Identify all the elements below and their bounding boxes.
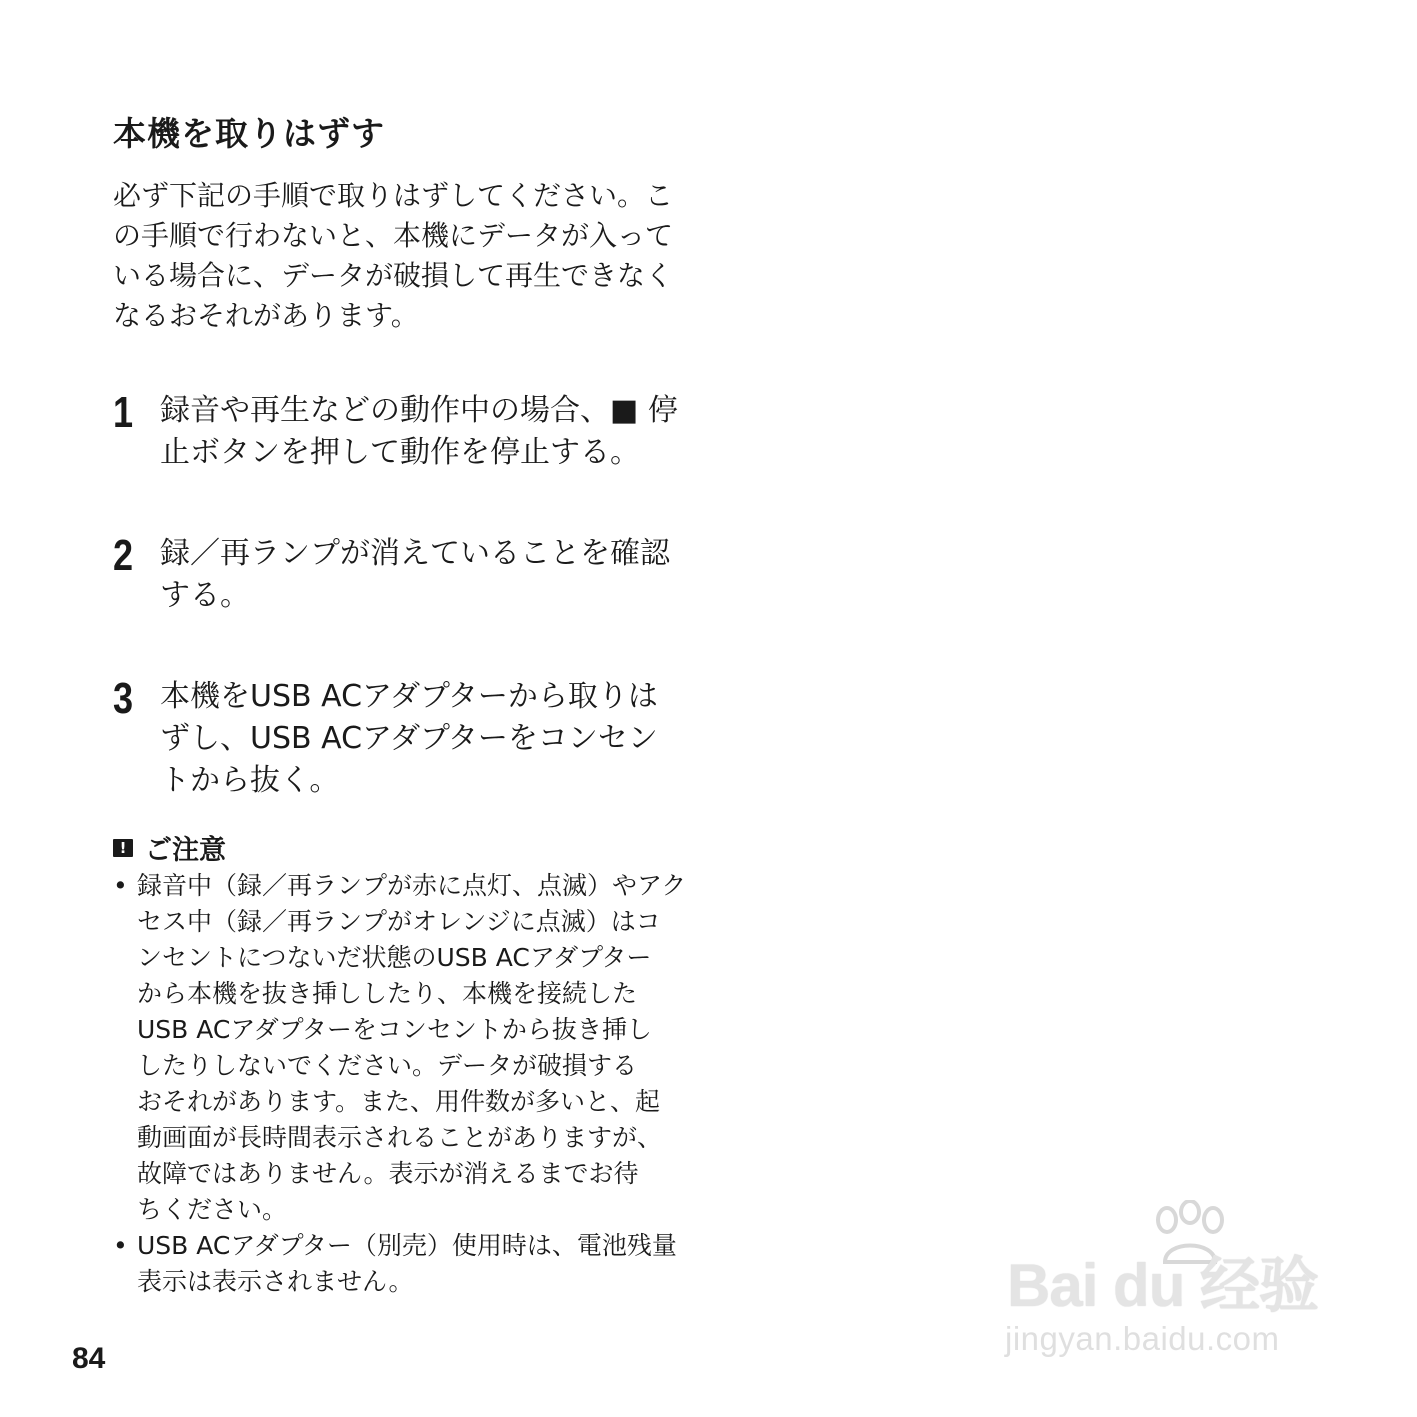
caution-note [113, 868, 693, 1228]
step-line: する。 [160, 578, 250, 613]
step-line: 止ボタンを押して動作を停止する。 [160, 435, 640, 470]
watermark-logo: Bai du 经验 [1007, 1252, 1319, 1319]
intro-line: なるおそれがあります。 [113, 299, 419, 332]
step-line: 録音や再生などの動作中の場合、■ 停 [160, 393, 678, 428]
step-line: トから抜く。 [160, 763, 340, 798]
caution-note [113, 1228, 693, 1300]
caution-notes [113, 868, 693, 1300]
note-body [137, 1228, 693, 1300]
intro-line: 必ず下記の手順で取りはずしてください。こ [113, 179, 674, 212]
step-line: ずし、USB ACアダプターをコンセン [160, 721, 658, 756]
step-text [160, 533, 670, 617]
caution-heading [113, 828, 226, 867]
step-line: 録／再ランプが消えていることを確認 [160, 536, 670, 571]
step-line: 本機をUSB ACアダプターから取りは [160, 679, 658, 714]
note-line: したりしないでください。データが破損する [137, 1051, 638, 1080]
intro-line: の手順で行わないと、本機にデータが入って [113, 219, 674, 252]
note-line: ンセントにつないだ状態のUSB ACアダプター [137, 943, 652, 972]
note-line: おそれがあります。また、用件数が多いと、起 [137, 1087, 661, 1116]
section-heading: 本機を取りはずす [113, 114, 385, 153]
step-text [160, 676, 658, 802]
watermark-url: jingyan.baidu.com [1005, 1320, 1280, 1357]
note-line: USB ACアダプターをコンセントから抜き挿し [137, 1015, 652, 1044]
step-number: 2 [113, 531, 134, 580]
intro-line: いる場合に、データが破損して再生できなく [113, 259, 674, 292]
note-line: セス中（録／再ランプがオレンジに点滅）はコ [137, 907, 661, 936]
note-line: から本機を抜き挿ししたり、本機を接続した [137, 979, 638, 1008]
note-line: 録音中（録／再ランプが赤に点灯、点滅）やアク [137, 871, 687, 900]
step-number: 3 [113, 674, 134, 723]
step-number: 1 [113, 388, 134, 437]
note-line: ちください。 [137, 1195, 288, 1224]
baidu-watermark [1005, 1200, 1340, 1370]
note-line: 動画面が長時間表示されることがありますが、 [137, 1123, 663, 1152]
note-line: 表示は表示されません。 [137, 1267, 414, 1296]
note-line: USB ACアダプター（別売）使用時は、電池残量 [137, 1231, 677, 1260]
step-text [160, 390, 678, 474]
bullet: • [113, 1231, 128, 1260]
caution-icon: ! [113, 839, 133, 857]
bullet: • [113, 871, 128, 900]
page-number: 84 [72, 1342, 106, 1375]
caution-title-text: ご注意 [145, 835, 226, 866]
intro-paragraph [113, 176, 693, 336]
note-line: 故障ではありません。表示が消えるまでお待 [137, 1159, 639, 1188]
note-body [137, 868, 693, 1228]
